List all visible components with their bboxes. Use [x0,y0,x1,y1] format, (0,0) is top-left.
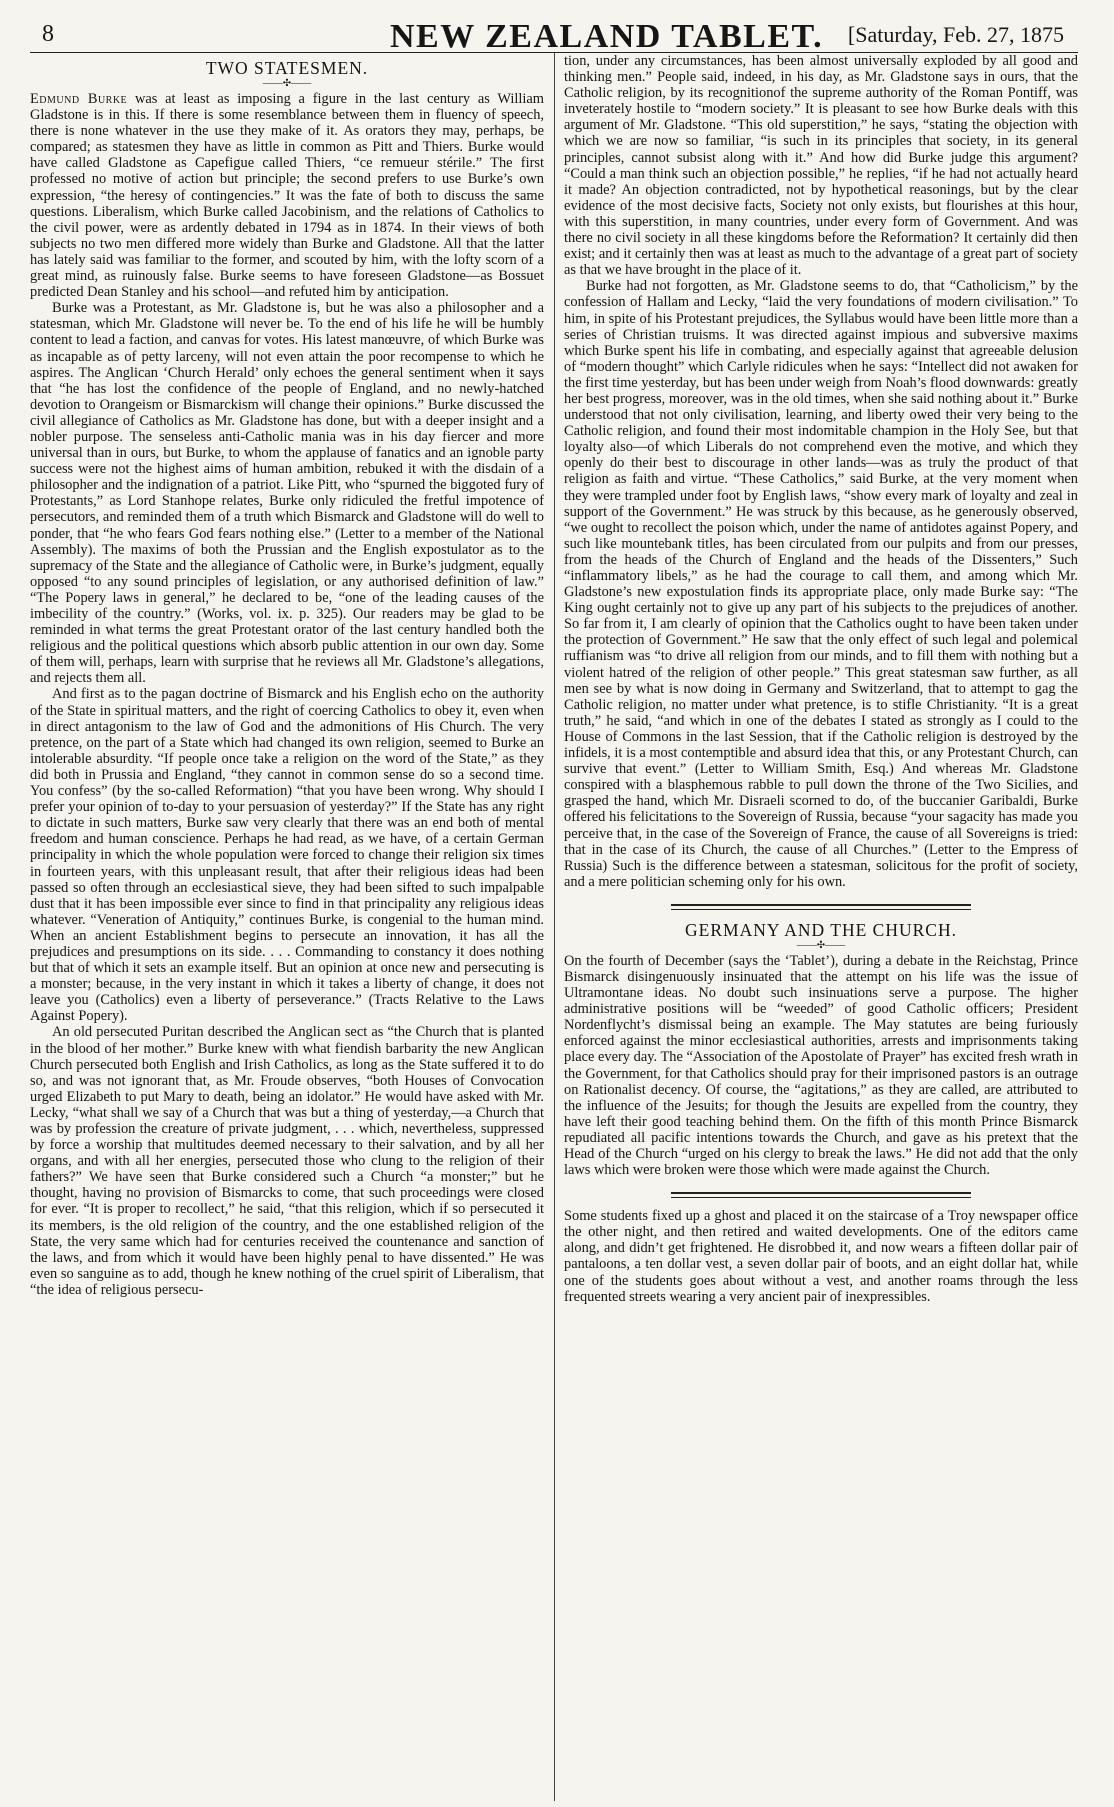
article-paragraph: An old persecuted Puritan described the Anglican sect as “the Church that is planted in the blood of her mother.” Burke knew with what fiendish barbarity the new Anglican Church persecuted both English and Irish Catholics, as long as the State suffered it to do so, and was not ignorant that, as Mr. Froude observes, “both Houses of Convocation urged Elizabeth to put Mary to death, being an idolator.” He would have asked with Mr. Lecky, “what shall we say of a Church that was but a thing of yesterday,—a Church that was by profession the creature of private judgment, . . . which, nevertheless, suppressed by force a worship that multitudes deemed necessary to their salvation, and by all her organs, and with all her energies, persecuted those who clung to the religion of their fathers?” We have seen that Burke considered such a Church “a monster;” but he thought, having no provision of Bismarcks to come, that such proceedings were closed for ever. “It is proper to recollect,” he said, “that this religion, which if so persecuted it its members, is the old religion of the country, and the one established religion of the State, the very same which had for centuries received the countenance and sanction of the laws, and from which it would have been highly penal to have dissented.” He was even so sanguine as to add, though he knew nothing of the cruel spirit of Liberalism, that “the idea of religious persecu- [30,1024,544,1298]
article-paragraph: And first as to the pagan doctrine of Bismarck and his English echo on the authority of the State in spiritual matters, and the right of coercing Catholics to obey it, even when in direct antagonism to the law of God and the admonitions of His Church. The very pretence, on the part of a State which had changed its own religion, seemed to Burke an intolerable absurdity. “If people once take a religion on the word of the State,” as they did both in Prussia and England, “they cannot in common sense do so a second time. You confess” (by the so-called Reformation) “that you have been wrong. Why should I prefer your opinion of to-day to your persuasion of yesterday?” If the State has any right to dictate in such matters, Burke saw very clearly that there was an end both of mental freedom and human conscience. Perhaps he had read, as we have, of a certain German principality in which the whole population were forced to change their religion six times in fourteen years, with this unpleasant result, that after their religious ideas had been passed so often through an ecclesiastical sieve, they had been sifted to such impalpable dust that it has been impossible ever since to find in that principality any religious ideas whatever. “Veneration of Antiquity,” continues Burke, is congenial to the human mind. When an ancient Establishment begins to persecute an innovation, it has all the prejudices and presumptions on its side. . . . Commanding to constancy it does nothing but that of which it sets an example itself. But an opinion at once new and persecuting is a monster; because, in the very instant in which it takes a liberty of change, it does not leave you (Catholics) even a liberty of perseverance.” (Tracts Relative to the Laws Against Popery). [30,686,544,1025]
article-paragraph: Burke was a Protestant, as Mr. Gladstone is, but he was also a philosopher and a statesman, which Mr. Gladstone will never be. To the end of his life he will be humbly content to lead a faction, and canvas for votes. His latest manœuvre, of which Burke was as incapable as of petty larceny, will not even attain the poor recompense to which he aspires. The Anglican ‘Church Herald’ only echoes the general sentiment when it says that “he has lost the confidence of the people of England, and no newly-hatched devotion to Orangeism or Bismarckism will change their opinions.” Burke discussed the civil allegiance of Catholics as Mr. Gladstone has done, but with a deeper insight and a nobler purpose. The senseless anti-Catholic mania was in his day fiercer and more universal than in ours, but Burke, to whom the applause of fanatics and an ignoble party success were not the highest aims of human ambition, rebuked it with the disdain of a philosopher and the indignation of a patriot. Like Pitt, who “spurned the biggoted fury of Protestants,” as Lord Stanhope relates, Burke only ridiculed the fretful impotence of persecutors, and reminded them of a truth which Bismarck and Gladstone will do well to ponder, that “he who fears God fears nothing else.” (Letter to a member of the National Assembly). The maxims of both the Prussian and the English expostulator as to the supremacy of the State and the allegiance of Catholic were, in Burke’s judgment, equally opposed “to any sound principles of legislation, or any authorised definition of law.” “The Popery laws in general,” he declared to be, “one of the leading causes of the imbecility of the country.” (Works, vol. ix. p. 325). Our readers may be glad to be reminded in what terms the great Protestant orator of the last century handled both the religious and the political questions which absorb public attention in our own day. Some of them will, perhaps, learn with surprise that he reviews all Mr. Gladstone’s allegations, and rejects them all. [30,300,544,687]
issue-date: [Saturday, Feb. 27, 1875 [847,22,1064,47]
article-paragraph: On the fourth of December (says the ‘Tablet’), during a debate in the Reichstag, Prince Bismarck disingenuously insinuated that the attempt on his life was the issue of Ultramontane ideas. No doubt such insinuations serve a purpose. The higher administrative positions will be “weeded” of good Catholic officers; President Nordenflycht’s dismissal being an example. The May statutes are being furiously enforced against the minor ecclesiastical authorities, arrests and imprisonments taking place every day. The “Association of the Apostolate of Prayer” has excited fresh wrath in the Government, for that Catholics should pray for their imprisoned pastors is an outrage on Rationalist decency. Of course, the “agitations,” as they are called, are attributed to the influence of the Jesuits; for though the Jesuits are expelled from the country, they have left their good teaching behind them. On the fifth of this month Prince Bismarck repudiated all pacific intentions towards the Church, and gave as his pretext that the Head of the Church “urged on his clergy to break the laws.” He did not add that the only laws which were broken were those which were made against the Church. [564,952,1078,1179]
masthead [30,0,1078,53]
article-paragraph-continued: tion, under any circumstances, has been almost universally exploded by all good and thinking men.” People said, indeed, in his day, as Mr. Gladstone says in ours, that the Catholic religion, by its recognitionof the supreme authority of the Roman Pontiff, was inveterately hostile to “modern society.” It is pleasant to see how Burke deals with this argument of Mr. Gladstone. “This old superstition,” he says, “stating the objection with which we are now so familiar, “is such in its principles that society, in its general principles, cannot subsist along with it.” And how did Burke judge this argument? “Could a man think such an objection possible,” he replies, “if he had not actually heard it made? An objection contradicted, not by hypothetical reasonings, but by the clear evidence of the most decisive facts, Society not only exists, but flourishes at this hour, with this superstition, in many countries, under every form of Government. And was there no civil society in all these kingdoms before the Reformation? It certainly did then exist; and it certainly then was at least as much to the advantage of a great part of society as that we have brought in the place of it. [564,53,1078,279]
columns [30,53,1078,1801]
article-heading-two-statesmen: TWO STATESMEN. [205,58,369,78]
article-paragraph: Some students fixed up a ghost and placed it on the staircase of a Troy newspaper office the other night, and then retired and waited developments. One of the editors came along, and didn’t get frightened. He disrobbed it, and now wears a fifteen dollar pair of pantaloons, a ten dollar vest, a seven dollar pair of boots, and an eight dollar hat, while one of the students goes about without a vest, and another roams through the less frequented streets wearing a very ancient pair of inexpressibles. [564,1208,1078,1305]
opening-words: Edmund Burke [30,91,128,107]
left-column [30,53,544,1801]
right-column [554,53,1078,1801]
paragraph-text: was at least as imposing a figure in the last century as William Gladstone is in this. If there is some resemblance between them in fluency of speech, there is none whatever in the use they make of it. As orators they may, perhaps, be compared; as statesmen they have as little in common as Pitt and Thiers. Burke would have called Gladstone as Capefigue called Thiers, “ce remueur stérile.” The first professed no motive of action but principle; the second prefers to use Burke’s own expression, “the heresy of contingencies.” It was the fate of both to discuss the same questions. Liberalism, which Burke called Jacobinism, and the relations of Catholics to the civil power, were as ardently debated in 1794 as in 1874. In their views of both subjects no two men differed more widely than Burke and Gladstone. All that the latter has lately said was familiar to the former, and scouted by him, with the lofty scorn of a great mind, as ruinously false. Burke seems to have foreseen Gladstone—as Bossuet predicted Dean Stanley and his school—and refuted him by anticipation. [30,91,544,301]
ornament-divider: ——✣—— [796,939,846,951]
article-heading-germany: GERMANY AND THE CHURCH. [685,919,957,940]
article-paragraph-continued: Burke had not forgotten, as Mr. Gladstone seems to do, that “Catholicism,” by the confession of Hallam and Lecky, “laid the very foundations of modern civilisation.” To him, in spite of his Protestant prejudices, the Syllabus would have been little more than a series of Christian truisms. It was directed against impious and subversive maxims which Burke spent his life in combating, and especially against that agreeable delusion of “modern thought” which Carlyle ridicules when he says: “Intellect did not awaken for the first time yesterday, but has been under weigh from Noah’s flood downwards: greatly her best progress, moreover, was in the old times, when she said nothing about it.” Burke understood that not only civilisation, learning, and liberty owed their very being to the Catholic religion, and found their most indomitable champion in the Holy See, but that loyalty also—of which Liberals do not comprehend even the motive, and which they openly do their best to discourage in other lands—was as truly the product of that religion as faith and virtue. “These Catholics,” said Burke, at the very moment when they were trampled under foot by English laws, “show every mark of loyalty and zeal in support of the Government.” He was struck by this because, as he generously observed, “we ought to recollect the poison which, under the name of antidotes against Popery, and such like mountebank titles, has been circulated from our pulpits and from our presses, from the heads of the Church of England and the heads of the Dissenters,” Such “inflammatory libels,” as he had the courage to call them, and among which Mr. Gladstone’s new expostulation finds its appropriate place, only made Burke say: “The King ought certainly not to give up any part of his subjects to the prejudices of another. So far from it, I am clearly of opinion that the Catholics ought to have been taken under the protection of Government.” He saw that the only effect of such legal and polemical ruffianism was “to drive all religion from our minds, and to fill them with nothing but a violent hatred of the religion of other people.” This great statesman saw further, as all men see by what is now doing in Germany and Switzerland, that to attempt to gag the Catholic religion, no matter under what pretence, is to stifle Christianity. “It is a great truth,” he said, “and which in one of the debates I stated as strongly as I could to the House of Commons in the last Session, that if the Catholic religion is destroyed by the infidels, it is a most contemptible and absurd idea that this, or any Protestant Church, can survive that event.” (Letter to William Smith, Esq.) And whereas Mr. Gladstone conspired with a blasphemous rabble to pull down the throne of the Two Sicilies, and grasped the hand, which Mr. Disraeli scorned to do, of the buccanier Garibaldi, Burke offered his felicitations to the Sovereign of Russia, because “your sagacity has made you perceive that, in the case of the Sovereign of France, the cause of all Sovereigns is tried: that in the case of its Church, the cause of all Churches.” (Letter to the Empress of Russia) Such is the difference between a statesman, solicitous for the profit of society, and a mere politician scheming only for his own. [564,278,1078,890]
page-number: 8 [42,21,54,47]
newspaper-title: NEW ZEALAND TABLET. [390,18,824,55]
article-paragraph [30,91,544,300]
ornament-divider: ——✣—— [262,78,312,89]
section-divider [671,904,971,910]
section-divider [671,1192,971,1198]
